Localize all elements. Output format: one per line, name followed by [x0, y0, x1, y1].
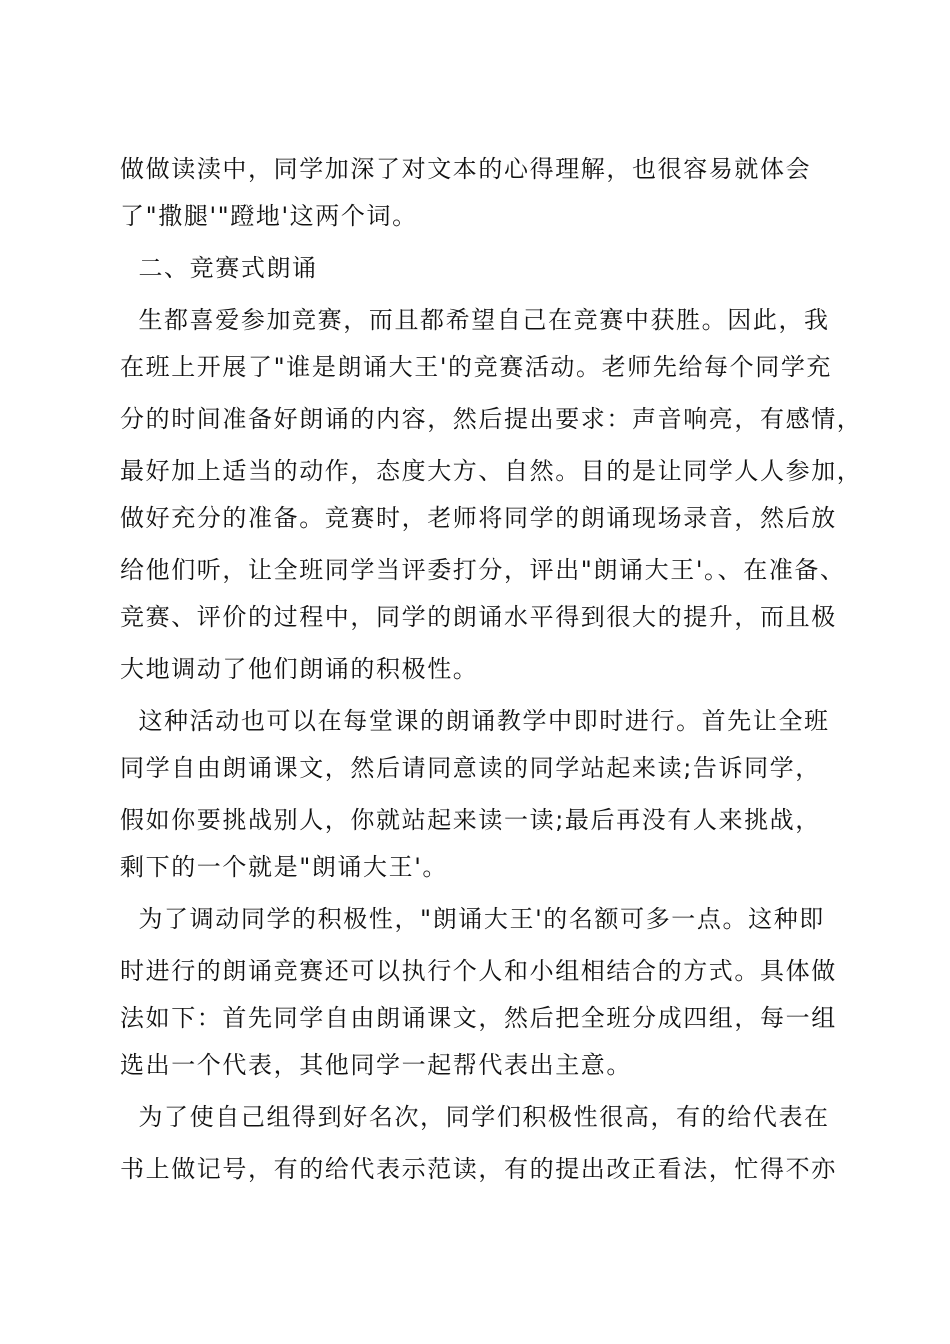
text-line-17: 时进行的朗诵竞赛还可以执行个人和小组相结合的方式。具体做 [120, 957, 837, 985]
text-line-7: 最好加上适当的动作，态度大方、自然。目的是让同学人人参加， [120, 457, 863, 485]
text-line-20: 为了使自己组得到好名次，同学们积极性很高，有的给代表在 [120, 1103, 830, 1131]
text-line-12: 这种活动也可以在每堂课的朗诵教学中即时进行。首先让全班 [120, 707, 830, 735]
text-line-8: 做好充分的准备。竞赛时，老师将同学的朗诵现场录音，然后放 [120, 504, 837, 532]
text-line-16: 为了调动同学的积极性，"朗诵大王'的名额可多一点。这种即 [120, 905, 825, 933]
text-line-19: 选出一个代表，其他同学一起帮代表出主意。 [120, 1051, 632, 1079]
text-line-13: 同学自由朗诵课文，然后请同意读的同学站起来读;告诉同学， [120, 754, 821, 782]
text-line-9: 给他们听，让全班同学当评委打分，评出"朗诵大王'。、在准备、 [120, 556, 846, 584]
text-line-21: 书上做记号，有的给代表示范读，有的提出改正看法，忙得不亦 [120, 1155, 837, 1183]
text-line-6: 分的时间准备好朗诵的内容，然后提出要求：声音响亮，有感情， [120, 405, 863, 433]
text-line-11: 大地调动了他们朗诵的积极性。 [120, 655, 479, 683]
text-line-4: 生都喜爱参加竞赛，而且都希望自己在竞赛中获胜。因此，我 [120, 306, 830, 334]
text-line-18: 法如下：首先同学自由朗诵课文，然后把全班分成四组，每一组 [120, 1004, 837, 1032]
text-line-14: 假如你要挑战别人，你就站起来读一读;最后再没有人来挑战， [120, 806, 821, 834]
text-line-2: 了"撒腿'"蹬地'这两个词。 [120, 202, 418, 230]
text-line-1: 做做读渎中，同学加深了对文本的心得理解，也很容易就体会 [120, 155, 812, 183]
text-line-5: 在班上开展了"谁是朗诵大王'的竞赛活动。老师先给每个同学充 [120, 353, 833, 381]
section-heading: 二、竞赛式朗诵 [120, 254, 318, 282]
text-line-10: 竞赛、评价的过程中，同学的朗诵水平得到很大的提升，而且极 [120, 603, 837, 631]
text-line-15: 剩下的一个就是"朗诵大王'。 [120, 853, 449, 881]
